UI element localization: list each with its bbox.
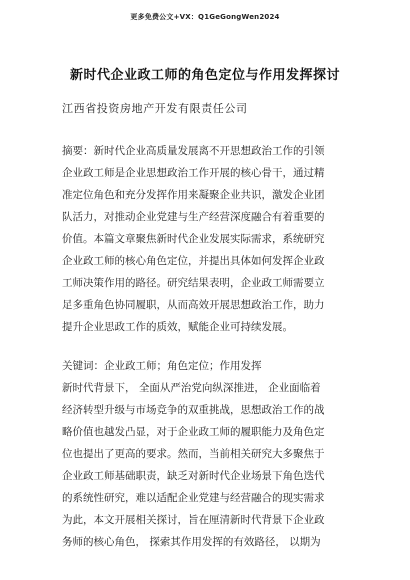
intro-paragraph bbox=[62, 377, 352, 553]
abstract-line: 队活力，对推动企业党建与生产经营深度融合有着重要的 bbox=[62, 211, 325, 223]
intro-line: 务师的核心角色， 探索其作用发挥的有效路径， 以期为 bbox=[62, 536, 321, 548]
abstract-line: 价值。本篇文章聚焦新时代企业发展实际需求，系统研究 bbox=[62, 233, 325, 245]
abstract-line: 企业政工师是企业思想政治工作开展的核心骨干，通过精 bbox=[62, 167, 325, 179]
abstract-line: 企业政工师的核心角色定位，并提出具体如何发挥企业政 bbox=[62, 255, 325, 267]
keywords-line: 关键词：企业政工师；角色定位；作用发挥 bbox=[62, 360, 262, 372]
organization-name: 江西省投资房地产开发有限责任公司 bbox=[62, 102, 248, 115]
intro-line: 新时代背景下， 全面从严治党向纵深推进， 企业面临着 bbox=[62, 382, 321, 394]
keywords-paragraph bbox=[62, 355, 352, 377]
abstract-paragraph bbox=[62, 140, 352, 338]
abstract-line: 足多重角色协同履职，从而高效开展思想政治工作，助力 bbox=[62, 299, 325, 311]
abstract-line: 提升企业思政工作的质效，赋能企业可持续发展。 bbox=[62, 321, 293, 333]
intro-line: 企业政工师基础职责，缺乏对新时代企业场景下角色迭代 bbox=[62, 470, 325, 482]
intro-line: 经济转型升级与市场竞争的双重挑战，思想政治工作的战 bbox=[62, 404, 325, 416]
intro-line: 略价值也越发凸显，对于企业政工师的履职能力及角色定 bbox=[62, 426, 325, 438]
intro-line: 位也提出了更高的要求。然而，当前相关研究大多聚焦于 bbox=[62, 448, 325, 460]
header-note: 更多免费公文+VX：Q1GeGongWen2024 bbox=[130, 13, 280, 21]
intro-line: 的系统性研究，难以适配企业党建与经营融合的现实需求 bbox=[62, 492, 325, 504]
intro-line: 为此，本文开展相关探讨，旨在厘清新时代背景下企业政 bbox=[62, 514, 325, 526]
abstract-line: 工师决策作用的路径。研究结果表明，企业政工师需要立 bbox=[62, 277, 325, 289]
abstract-line: 摘要：新时代企业高质量发展离不开思想政治工作的引领 bbox=[62, 145, 325, 157]
document-title: 新时代企业政工师的角色定位与作用发挥探讨 bbox=[69, 68, 340, 83]
abstract-line: 准定位角色和充分发挥作用来凝聚企业共识，激发企业团 bbox=[62, 189, 325, 201]
